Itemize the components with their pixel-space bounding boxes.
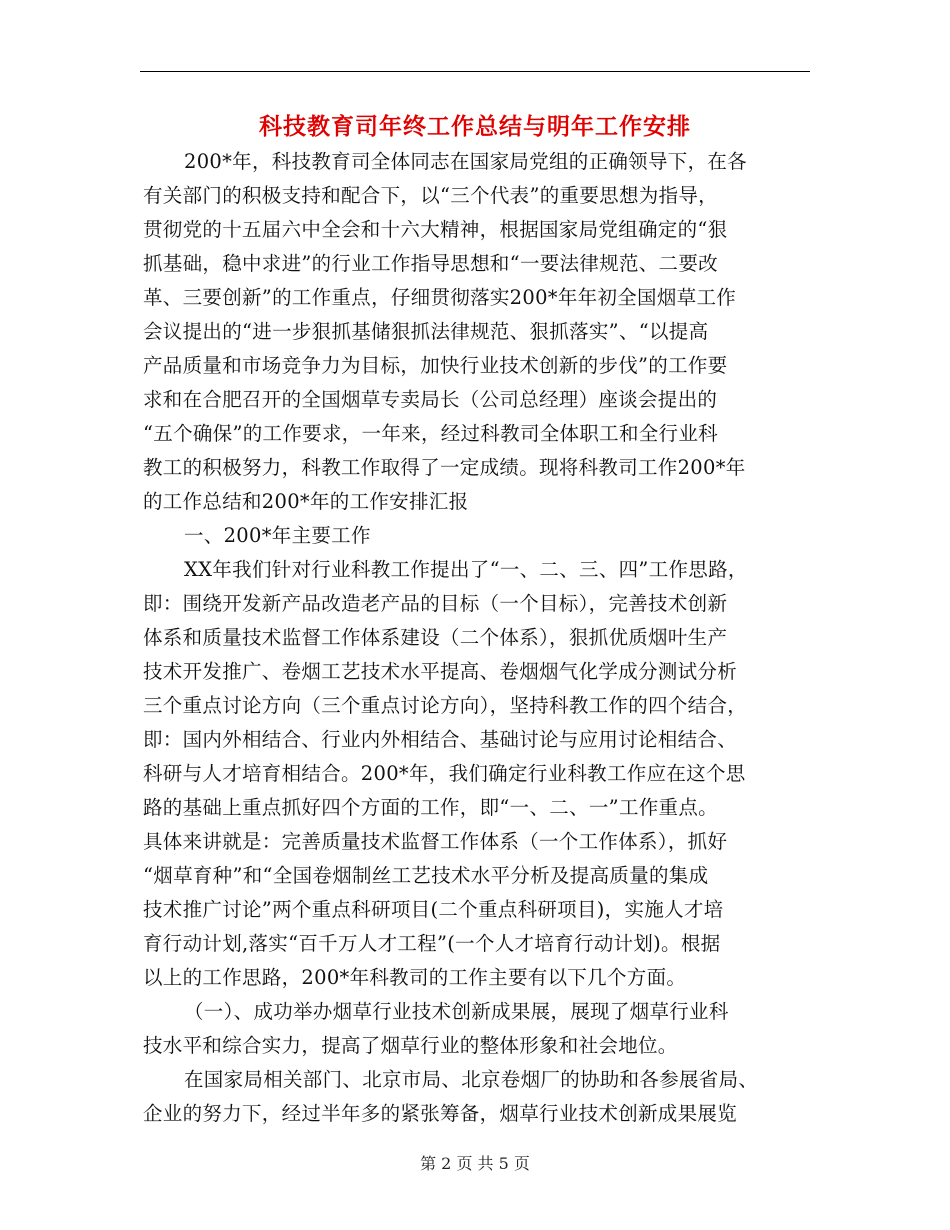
paragraph-line: “五个确保”的工作要求，一年来，经过科教司全体职工和全行业科 bbox=[143, 422, 718, 445]
paragraph-line: 三个重点讨论方向（三个重点讨论方向），坚持科教工作的四个结合， bbox=[143, 694, 748, 717]
paragraph-line: 具体来讲就是：完善质量技术监督工作体系（一个工作体系），抓好 bbox=[143, 830, 728, 853]
subsection-heading: （一）、成功举办烟草行业技术创新成果展，展现了烟草行业科 bbox=[184, 1000, 729, 1023]
paragraph-line: 即：国内外相结合、行业内外相结合、基础讨论与应用讨论相结合、 bbox=[143, 728, 738, 751]
paragraph-line: 以上的工作思路，200*年科教司的工作主要有以下几个方面。 bbox=[143, 966, 687, 989]
paragraph-line: 求和在合肥召开的全国烟草专卖局长（公司总经理）座谈会提出的 bbox=[143, 388, 718, 411]
paragraph-line: 教工的积极努力，科教工作取得了一定成绩。现将科教司工作200*年 bbox=[143, 456, 746, 479]
paragraph-line: XX年我们针对行业科教工作提出了“一、二、三、四”工作思路， bbox=[184, 558, 748, 581]
paragraph-line: 在国家局相关部门、北京市局、北京卷烟厂的协助和各参展省局、 bbox=[184, 1068, 759, 1091]
paragraph-line: 200*年，科技教育司全体同志在国家局党组的正确领导下，在各 bbox=[184, 150, 747, 173]
section-heading: 一、200*年主要工作 bbox=[184, 524, 371, 547]
document-title: 科技教育司年终工作总结与明年工作安排 bbox=[259, 113, 691, 140]
paragraph-line: 路的基础上重点抓好四个方面的工作，即“一、二、一”工作重点。 bbox=[143, 796, 718, 819]
paragraph-line: 贯彻党的十五届六中全会和十六大精神，根据国家局党组确定的“狠 bbox=[143, 218, 728, 241]
paragraph-line: 革、三要创新”的工作重点，仔细贯彻落实200*年年初全国烟草工作 bbox=[143, 286, 737, 309]
paragraph-line: “烟草育种”和“全国卷烟制丝工艺技术水平分析及提高质量的集成 bbox=[143, 864, 709, 887]
paragraph-line: 即：围绕开发新产品改造老产品的目标（一个目标），完善技术创新 bbox=[143, 592, 728, 615]
paragraph-line: 体系和质量技术监督工作体系建设（二个体系），狠抓优质烟叶生产 bbox=[143, 626, 728, 649]
header-rule bbox=[140, 71, 810, 72]
paragraph-line: 企业的努力下，经过半年多的紧张筹备，烟草行业技术创新成果展览 bbox=[143, 1102, 738, 1125]
paragraph-line: 育行动计划,落实“百千万人才工程”(一个人才培育行动计划)。根据 bbox=[143, 932, 721, 955]
paragraph-line: 技水平和综合实力，提高了烟草行业的整体形象和社会地位。 bbox=[143, 1034, 678, 1057]
paragraph-line: 有关部门的积极支持和配合下，以“三个代表”的重要思想为指导， bbox=[143, 184, 718, 207]
paragraph-line: 技术开发推广、卷烟工艺技术水平提高、卷烟烟气化学成分测试分析 bbox=[143, 660, 738, 683]
page-number: 第 2 页 共 5 页 bbox=[420, 1154, 530, 1173]
paragraph-line: 技术推广讨论”两个重点科研项目(二个重点科研项目)，实施人才培 bbox=[143, 898, 724, 921]
paragraph-line: 的工作总结和200*年的工作安排汇报 bbox=[143, 490, 469, 513]
paragraph-line: 抓基础，稳中求进”的行业工作指导思想和“一要法律规范、二要改 bbox=[143, 252, 718, 275]
paragraph-line: 产品质量和市场竞争力为目标，加快行业技术创新的步伐”的工作要 bbox=[143, 354, 728, 377]
paragraph-line: 会议提出的“进一步狠抓基储狠抓法律规范、狠抓落实”、“以提高 bbox=[143, 320, 709, 343]
paragraph-line: 科研与人才培育相结合。200*年，我们确定行业科教工作应在这个思 bbox=[143, 762, 746, 785]
